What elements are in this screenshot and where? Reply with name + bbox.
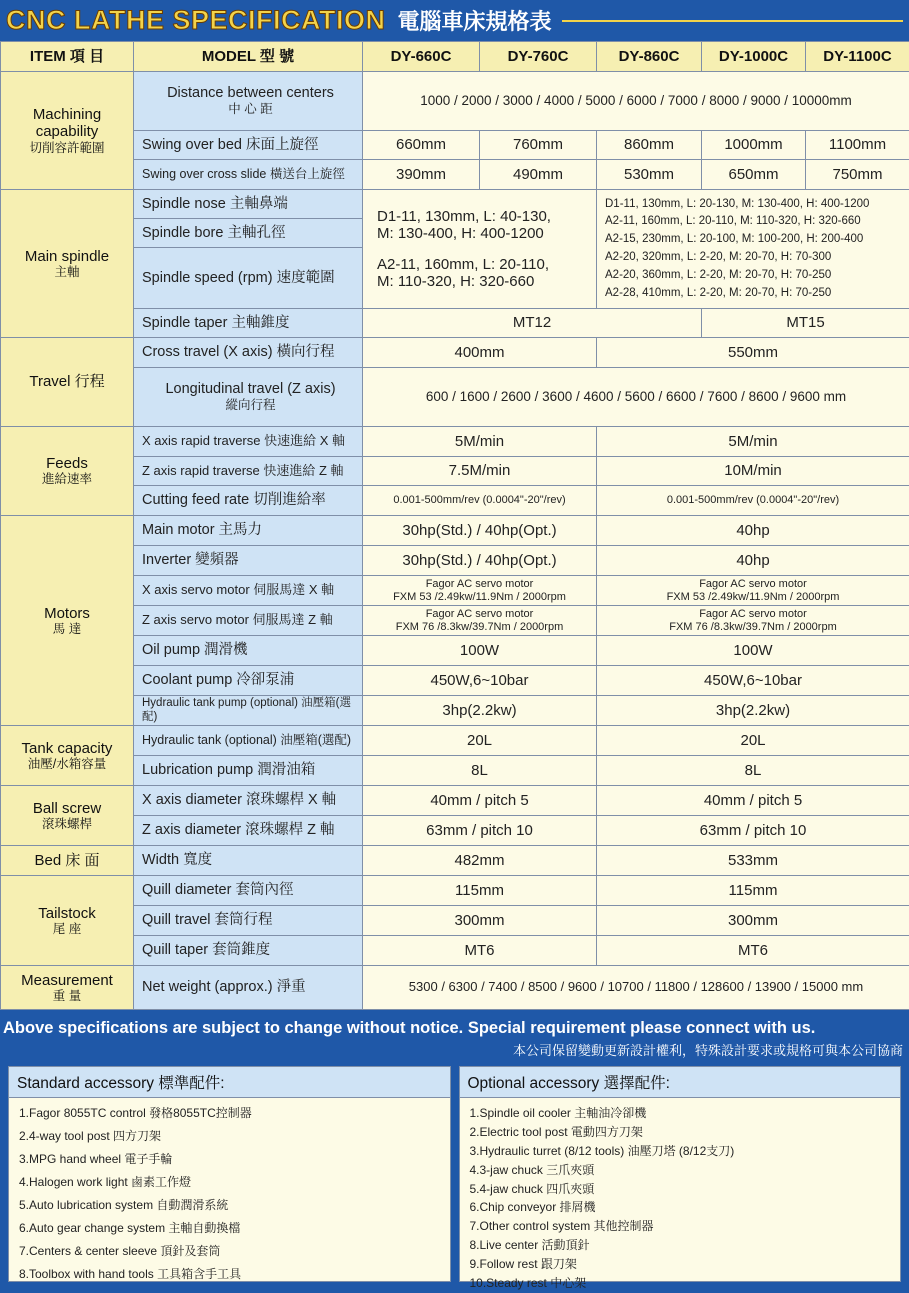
- table-row: [1, 457, 909, 486]
- value-cell: 7.5M/min: [363, 457, 597, 486]
- row-label-x-servo: X axis servo motor 伺服馬達 X 軸: [134, 576, 363, 606]
- value-cell: 40hp: [597, 546, 909, 576]
- row-label-z-servo: Z axis servo motor 伺服馬達 Z 軸: [134, 606, 363, 636]
- table-row: [1, 309, 909, 338]
- list-item: 1.Spindle oil cooler 主軸油冷卻機: [470, 1104, 901, 1123]
- category-tank: Tank capacity 油壓/水箱容量: [1, 726, 134, 786]
- value-cell: 0.001-500mm/rev (0.0004"-20"/rev): [597, 486, 909, 516]
- category-feeds: Feeds 進給速率: [1, 427, 134, 516]
- value-cell: 40mm / pitch 5: [363, 786, 597, 816]
- value-cell: 20L: [597, 726, 909, 756]
- value-cell: 8L: [363, 756, 597, 786]
- category-measurement: Measurement 重 量: [1, 966, 134, 1010]
- category-motors: Motors 馬 達: [1, 516, 134, 726]
- value-cell: 450W,6~10bar: [363, 666, 597, 696]
- list-item: 2.4-way tool post 四方刀架: [19, 1127, 450, 1150]
- value-cell: 40hp: [597, 516, 909, 546]
- row-label-cross-travel: Cross travel (X axis) 橫向行程: [134, 338, 363, 368]
- value-cell: MT12: [363, 309, 702, 338]
- list-item: 5.Auto lubrication system 自動潤滑系統: [19, 1196, 450, 1219]
- value-cell: 3hp(2.2kw): [597, 696, 909, 726]
- row-label-spindle-nose: Spindle nose 主軸鼻端: [134, 190, 363, 219]
- page-title-zh: 電腦車床規格表: [398, 5, 552, 36]
- model-header-760c: DY-760C: [480, 42, 597, 72]
- row-label-coolant-pump: Coolant pump 冷卻泵浦: [134, 666, 363, 696]
- category-bed: Bed 床 面: [1, 846, 134, 876]
- row-label-z-diameter: Z axis diameter 滾珠螺桿 Z 軸: [134, 816, 363, 846]
- standard-accessory-list: [9, 1098, 450, 1288]
- value-cell: 300mm: [597, 906, 909, 936]
- category-spindle: Main spindle 主軸: [1, 190, 134, 338]
- table-row: [1, 606, 909, 636]
- table-row: [1, 160, 909, 190]
- value-cell: 115mm: [363, 876, 597, 906]
- value-cell: 5M/min: [363, 427, 597, 457]
- spec-table: [0, 41, 909, 1010]
- row-label-main-motor: Main motor 主馬力: [134, 516, 363, 546]
- model-header-860c: DY-860C: [597, 42, 702, 72]
- row-label-z-rapid: Z axis rapid traverse 快速進給 Z 軸: [134, 457, 363, 486]
- value-cell: 860mm: [597, 131, 702, 160]
- optional-accessory-panel: [459, 1066, 902, 1282]
- value-cell: 660mm: [363, 131, 480, 160]
- value-spindle-right: D1-11, 130mm, L: 20-130, M: 130-400, H: 400-1200 A2-11, 160mm, L: 20-110, M: 110-320, H: 320-660 A2-15, 230mm, L: 20-100, M: 100-200, H: 200-400 A2-20, 320mm, L: 2-20, M: 20-70, H: 70-300 A2-20, 360mm, L: 2-20, M: 20-70, H: 70-250 A2-28, 410mm, L: 2-20, M: 20-70, H: 70-250: [597, 190, 909, 309]
- table-row: [1, 576, 909, 606]
- category-travel: Travel 行程: [1, 338, 134, 427]
- list-item: 6.Auto gear change system 主軸自動換檔: [19, 1219, 450, 1242]
- model-header-1000c: DY-1000C: [702, 42, 806, 72]
- value-cell: MT15: [702, 309, 909, 338]
- value-cell: Fagor AC servo motor FXM 76 /8.3kw/39.7Nm / 2000rpm: [363, 606, 597, 636]
- value-cell: Fagor AC servo motor FXM 53 /2.49kw/11.9Nm / 2000rpm: [597, 576, 909, 606]
- page-title: CNC LATHE SPECIFICATION: [6, 5, 386, 36]
- table-row: [1, 906, 909, 936]
- row-label-centers: Distance between centers 中 心 距: [134, 72, 363, 131]
- value-cell: 550mm: [597, 338, 909, 368]
- list-item: 2.Electric tool post 電動四方刀架: [470, 1123, 901, 1142]
- category-label-zh: 切削容許範圍: [4, 141, 130, 155]
- category-tailstock: Tailstock 尾 座: [1, 876, 134, 966]
- table-row: [1, 338, 909, 368]
- category-machining: [1, 72, 134, 190]
- value-cell: 300mm: [363, 906, 597, 936]
- standard-accessory-panel: [8, 1066, 451, 1282]
- value-cell: 1000mm: [702, 131, 806, 160]
- value-long-travel: 600 / 1600 / 2600 / 3600 / 4600 / 5600 / 6600 / 7600 / 8600 / 9600 mm: [363, 368, 909, 427]
- table-row: [1, 636, 909, 666]
- model-header: MODEL 型 號: [134, 42, 363, 72]
- table-row: [1, 786, 909, 816]
- notice-text-zh: 本公司保留變動更新設計權利，特殊設計要求或規格可與本公司協商: [0, 1038, 909, 1059]
- value-cell: 40mm / pitch 5: [597, 786, 909, 816]
- table-row: [1, 846, 909, 876]
- value-cell: 63mm / pitch 10: [363, 816, 597, 846]
- list-item: 7.Other control system 其他控制器: [470, 1217, 901, 1236]
- value-net-weight: 5300 / 6300 / 7400 / 8500 / 9600 / 10700 / 11800 / 128600 / 13900 / 15000 mm: [363, 966, 909, 1010]
- value-cell: 0.001-500mm/rev (0.0004"-20"/rev): [363, 486, 597, 516]
- table-row: [1, 368, 909, 427]
- list-item: 3.Hydraulic turret (8/12 tools) 油壓刀塔 (8/12支刀): [470, 1142, 901, 1161]
- row-label-x-rapid: X axis rapid traverse 快速進給 X 軸: [134, 427, 363, 457]
- row-label-quill-diameter: Quill diameter 套筒內徑: [134, 876, 363, 906]
- title-rule: [562, 20, 903, 22]
- list-item: 1.Fagor 8055TC control 發格8055TC控制器: [19, 1104, 450, 1127]
- row-label-inverter: Inverter 變頻器: [134, 546, 363, 576]
- value-cell: Fagor AC servo motor FXM 76 /8.3kw/39.7Nm / 2000rpm: [597, 606, 909, 636]
- value-cell: 490mm: [480, 160, 597, 190]
- row-label-spindle-speed: Spindle speed (rpm) 速度範圍: [134, 248, 363, 309]
- value-cell: 750mm: [806, 160, 909, 190]
- row-label-swing-bed: Swing over bed 床面上旋徑: [134, 131, 363, 160]
- row-label-oil-pump: Oil pump 潤滑機: [134, 636, 363, 666]
- accessory-section: [8, 1066, 901, 1282]
- row-label-hyd-pump: Hydraulic tank pump (optional) 油壓箱(選配): [134, 696, 363, 726]
- value-cell: MT6: [597, 936, 909, 966]
- list-item: 3.MPG hand wheel 電子手輪: [19, 1150, 450, 1173]
- optional-accessory-title: Optional accessory 選擇配件:: [460, 1067, 901, 1098]
- table-row: [1, 427, 909, 457]
- table-row: [1, 190, 909, 219]
- list-item: 4.3-jaw chuck 三爪夾頭: [470, 1161, 901, 1180]
- row-label-lub-pump: Lubrication pump 潤滑油箱: [134, 756, 363, 786]
- table-row: [1, 696, 909, 726]
- value-cell: 400mm: [363, 338, 597, 368]
- row-label-width: Width 寬度: [134, 846, 363, 876]
- table-row: [1, 726, 909, 756]
- title-bar: [0, 0, 909, 41]
- table-row: [1, 936, 909, 966]
- value-cell: 530mm: [597, 160, 702, 190]
- value-cell: 20L: [363, 726, 597, 756]
- value-cell: 533mm: [597, 846, 909, 876]
- value-spindle-left: D1-11, 130mm, L: 40-130, M: 130-400, H: 400-1200 A2-11, 160mm, L: 20-110, M: 110-320, H: 320-660: [363, 190, 597, 309]
- table-row: [1, 966, 909, 1010]
- list-item: 6.Chip conveyor 排屑機: [470, 1198, 901, 1217]
- row-label-swing-slide: Swing over cross slide 橫送台上旋徑: [134, 160, 363, 190]
- row-label-spindle-bore: Spindle bore 主軸孔徑: [134, 219, 363, 248]
- header-row: [1, 42, 909, 72]
- row-label-quill-travel: Quill travel 套筒行程: [134, 906, 363, 936]
- value-cell: 10M/min: [597, 457, 909, 486]
- notice-text: Above specifications are subject to change without notice. Special requirement please connect with us.: [0, 1016, 909, 1038]
- list-item: 8.Live center 活動頂針: [470, 1236, 901, 1255]
- value-cell: MT6: [363, 936, 597, 966]
- value-cell: 5M/min: [597, 427, 909, 457]
- list-item: 5.4-jaw chuck 四爪夾頭: [470, 1180, 901, 1199]
- value-cell: 390mm: [363, 160, 480, 190]
- table-row: [1, 666, 909, 696]
- value-cell: 100W: [363, 636, 597, 666]
- value-centers: 1000 / 2000 / 3000 / 4000 / 5000 / 6000 / 7000 / 8000 / 9000 / 10000mm: [363, 72, 909, 131]
- value-cell: 63mm / pitch 10: [597, 816, 909, 846]
- row-label-long-travel: Longitudinal travel (Z axis) 縱向行程: [134, 368, 363, 427]
- model-header-660c: DY-660C: [363, 42, 480, 72]
- value-cell: 3hp(2.2kw): [363, 696, 597, 726]
- value-cell: 482mm: [363, 846, 597, 876]
- list-item: 8.Toolbox with hand tools 工具箱含手工具: [19, 1265, 450, 1288]
- row-label-spindle-taper: Spindle taper 主軸錐度: [134, 309, 363, 338]
- table-row: [1, 876, 909, 906]
- value-cell: 100W: [597, 636, 909, 666]
- table-row: [1, 756, 909, 786]
- table-row: [1, 131, 909, 160]
- list-item: 7.Centers & center sleeve 頂針及套筒: [19, 1242, 450, 1265]
- value-cell: 760mm: [480, 131, 597, 160]
- row-label-net-weight: Net weight (approx.) 淨重: [134, 966, 363, 1010]
- table-row: [1, 72, 909, 131]
- row-label-cutting-feed: Cutting feed rate 切削進給率: [134, 486, 363, 516]
- row-label-hyd-tank: Hydraulic tank (optional) 油壓箱(選配): [134, 726, 363, 756]
- notice-banner: [0, 1016, 909, 1066]
- standard-accessory-title: Standard accessory 標準配件:: [9, 1067, 450, 1098]
- value-cell: Fagor AC servo motor FXM 53 /2.49kw/11.9Nm / 2000rpm: [363, 576, 597, 606]
- category-ballscrew: Ball screw 滾珠螺桿: [1, 786, 134, 846]
- value-cell: 650mm: [702, 160, 806, 190]
- list-item: 10.Steady rest 中心架: [470, 1274, 901, 1293]
- row-label-x-diameter: X axis diameter 滾珠螺桿 X 軸: [134, 786, 363, 816]
- table-row: [1, 516, 909, 546]
- table-row: [1, 486, 909, 516]
- value-cell: 1100mm: [806, 131, 909, 160]
- optional-accessory-list: [460, 1098, 901, 1293]
- value-cell: 450W,6~10bar: [597, 666, 909, 696]
- value-cell: 30hp(Std.) / 40hp(Opt.): [363, 516, 597, 546]
- value-cell: 8L: [597, 756, 909, 786]
- model-header-1100c: DY-1100C: [806, 42, 909, 72]
- table-row: [1, 816, 909, 846]
- list-item: 9.Follow rest 跟刀架: [470, 1255, 901, 1274]
- value-cell: 115mm: [597, 876, 909, 906]
- table-row: [1, 546, 909, 576]
- row-label-quill-taper: Quill taper 套筒錐度: [134, 936, 363, 966]
- item-header: ITEM 項 目: [1, 42, 134, 72]
- value-cell: 30hp(Std.) / 40hp(Opt.): [363, 546, 597, 576]
- list-item: 4.Halogen work light 鹵素工作燈: [19, 1173, 450, 1196]
- category-label: Machining capability: [4, 106, 130, 141]
